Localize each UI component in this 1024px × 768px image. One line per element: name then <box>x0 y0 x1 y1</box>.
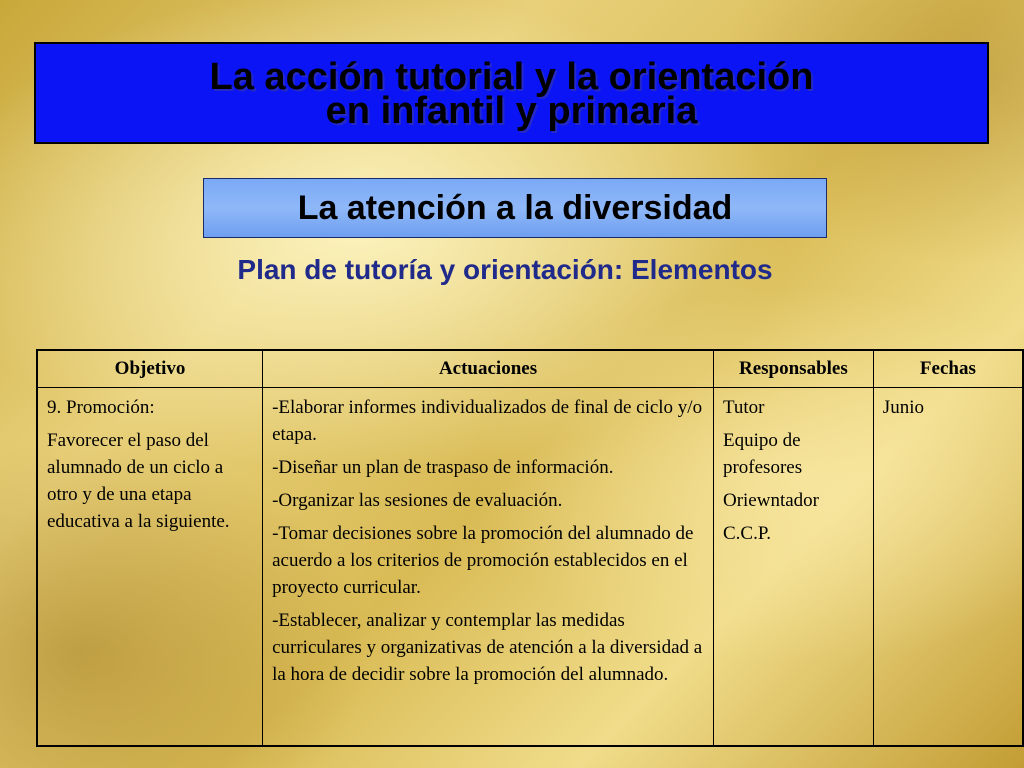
header-objetivo: Objetivo <box>37 350 263 388</box>
actuacion-item: -Elaborar informes individualizados de final de ciclo y/o etapa. <box>272 397 703 445</box>
slide-title-line-2: en infantil y primaria <box>325 90 698 132</box>
responsable-item: Tutor <box>722 397 765 418</box>
header-fechas: Fechas <box>873 350 1023 388</box>
actuacion-item: -Organizar las sesiones de evaluación. <box>272 490 563 511</box>
table-row <box>37 388 1023 747</box>
cell-actuaciones <box>263 388 714 747</box>
fecha-item: Junio <box>882 397 924 418</box>
actuacion-item: -Diseñar un plan de traspaso de información. <box>272 457 614 478</box>
slide-subtitle: La atención a la diversidad <box>203 178 827 238</box>
section-heading: Plan de tutoría y orientación: Elementos <box>237 254 773 285</box>
slide-title-line-1: La acción tutorial y la orientación <box>209 56 814 98</box>
responsable-item: Equipo de profesores <box>722 430 803 478</box>
actuacion-item: -Establecer, analizar y contemplar las medidas curriculares y organizativas de atención a la diversidad a la hora de decidir sobre la promoción del alumnado. <box>272 610 703 685</box>
cell-responsables <box>713 388 873 747</box>
cell-objetivo <box>37 388 263 747</box>
plan-table <box>36 349 1024 747</box>
responsable-item: C.C.P. <box>722 523 772 544</box>
slide-title-box <box>34 42 989 144</box>
table-header-row <box>37 350 1023 388</box>
cell-fechas <box>873 388 1023 747</box>
objetivo-title: 9. Promoción: <box>47 397 155 418</box>
header-responsables: Responsables <box>713 350 873 388</box>
responsable-item: Oriewntador <box>722 490 819 511</box>
header-actuaciones: Actuaciones <box>263 350 714 388</box>
actuacion-item: -Tomar decisiones sobre la promoción del alumnado de acuerdo a los criterios de promoción establecidos en el proyecto curricular. <box>272 523 694 598</box>
objetivo-description: Favorecer el paso del alumnado de un ciclo a otro y de una etapa educativa a la siguiente. <box>47 430 230 532</box>
